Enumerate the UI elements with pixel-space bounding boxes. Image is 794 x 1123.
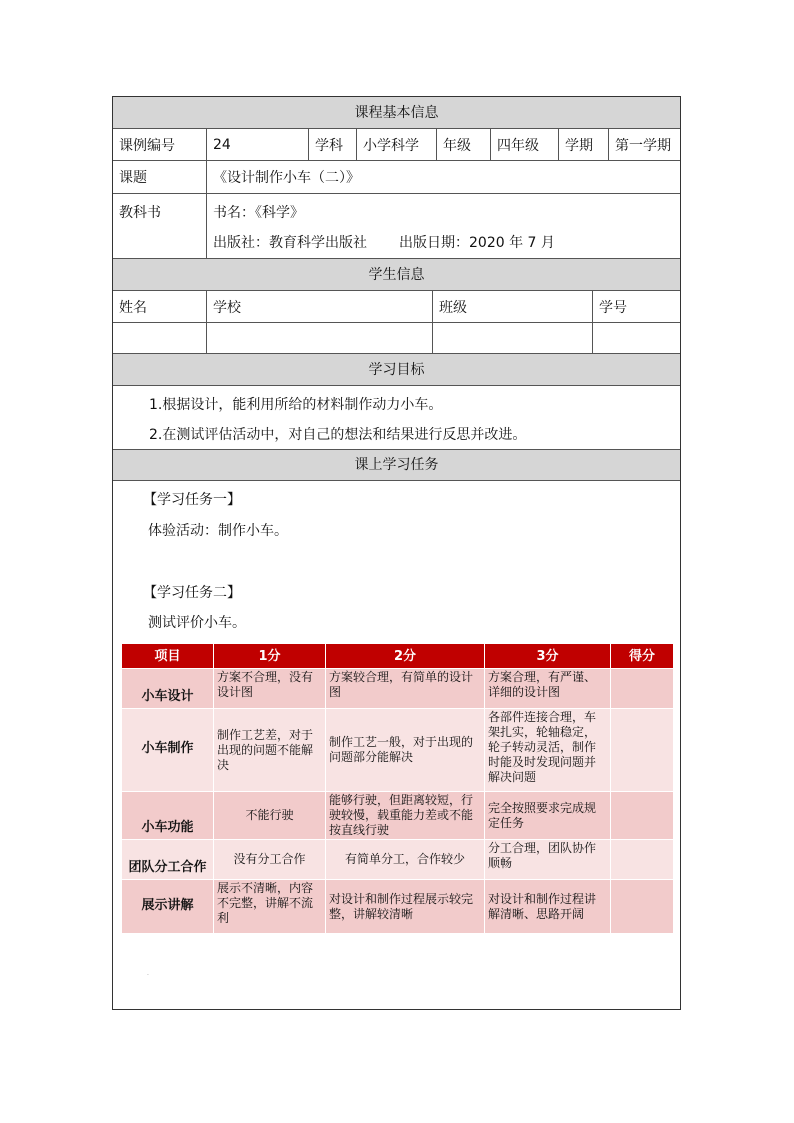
- basic-info-header: [113, 97, 680, 129]
- case-no-label: 课例编号: [113, 129, 207, 160]
- rubric-header-item: 项目: [122, 644, 214, 669]
- rubric-score-3: 各部件连接合理，车架扎实，轮轴稳定，轮子转动灵活，制作时能及时发现问题并解决问题: [485, 709, 611, 792]
- topic-row: [113, 161, 680, 194]
- subject-label: 学科: [309, 129, 357, 160]
- book-name: 书名：《科学》: [213, 205, 304, 221]
- student-info-header: [113, 259, 680, 291]
- name-label: 姓名: [113, 291, 207, 322]
- rubric-row-build: [122, 709, 674, 792]
- rubric-score-cell[interactable]: [611, 669, 674, 709]
- grade-label: 年级: [437, 129, 491, 160]
- rubric-score-cell[interactable]: [611, 709, 674, 792]
- rubric-item: 展示讲解: [122, 880, 214, 934]
- case-info-row: [113, 129, 680, 161]
- class-field[interactable]: [433, 323, 593, 353]
- rubric-item: 小车功能: [122, 792, 214, 840]
- stray-mark: .: [147, 970, 149, 977]
- rubric-header-1: 1分: [214, 644, 326, 669]
- class-label: 班级: [433, 291, 593, 322]
- goal-item-1: 1.根据设计，能利用所给的材料制作动力小车。: [149, 397, 443, 413]
- goal-item-2: 2.在测试评估活动中，对自己的想法和结果进行反思并改进。: [149, 427, 527, 443]
- rubric-row-function: [122, 792, 674, 840]
- rubric-score-1: 不能行驶: [214, 792, 326, 840]
- rubric-header-2: 2分: [326, 644, 485, 669]
- textbook-label: 教科书: [113, 194, 207, 258]
- rubric-header-score: 得分: [611, 644, 674, 669]
- id-field[interactable]: [593, 323, 682, 353]
- evaluation-rubric: [121, 643, 674, 934]
- textbook-row: [113, 194, 680, 259]
- rubric-score-1: 没有分工合作: [214, 840, 326, 880]
- rubric-score-cell[interactable]: [611, 840, 674, 880]
- rubric-score-1: 方案不合理，没有设计图: [214, 669, 326, 709]
- name-field[interactable]: [113, 323, 207, 353]
- term-label: 学期: [559, 129, 609, 160]
- grade-value: 四年级: [491, 129, 559, 160]
- rubric-header-row: [122, 644, 674, 669]
- rubric-score-2: 对设计和制作过程展示较完整，讲解较清晰: [326, 880, 485, 934]
- rubric-header-3: 3分: [485, 644, 611, 669]
- rubric-score-1: 展示不清晰，内容不完整，讲解不流利: [214, 880, 326, 934]
- lesson-worksheet: [112, 96, 681, 1010]
- basic-info-title: 课程基本信息: [354, 105, 439, 121]
- term-value: 第一学期: [615, 137, 671, 154]
- rubric-score-2: 制作工艺一般，对于出现的问题部分能解决: [326, 709, 485, 792]
- rubric-score-3: 方案合理，有严谨、详细的设计图: [485, 669, 611, 709]
- tasks-header: [113, 450, 680, 481]
- student-label-row: [113, 291, 680, 323]
- rubric-score-3: 分工合理，团队协作顺畅: [485, 840, 611, 880]
- id-label: 学号: [599, 299, 627, 316]
- goals-title: 学习目标: [368, 362, 425, 378]
- rubric-row-presentation: [122, 880, 674, 934]
- rubric-score-1: 制作工艺差，对于出现的问题不能解决: [214, 709, 326, 792]
- student-value-row: [113, 323, 680, 354]
- tasks-title: 课上学习任务: [354, 457, 439, 473]
- rubric-score-2: 有简单分工，合作较少: [326, 840, 485, 880]
- goals-header: [113, 354, 680, 386]
- task2-title: 【学习任务二】: [143, 585, 241, 601]
- task1-text: 体验活动：制作小车。: [148, 523, 288, 539]
- publisher: 出版社：教育科学出版社: [213, 235, 367, 251]
- task2-text: 测试评价小车。: [148, 615, 246, 631]
- rubric-score-cell[interactable]: [611, 880, 674, 934]
- school-label: 学校: [207, 291, 433, 322]
- student-info-title: 学生信息: [368, 267, 425, 283]
- topic-value: 《设计制作小车（二）》: [213, 170, 360, 186]
- rubric-score-2: 方案较合理，有简单的设计图: [326, 669, 485, 709]
- rubric-item: 小车设计: [122, 669, 214, 709]
- pub-date: 出版日期：2020 年 7 月: [399, 235, 555, 251]
- rubric-row-design: [122, 669, 674, 709]
- rubric-score-3: 完全按照要求完成规定任务: [485, 792, 611, 840]
- rubric-row-teamwork: [122, 840, 674, 880]
- rubric-score-cell[interactable]: [611, 792, 674, 840]
- task1-title: 【学习任务一】: [143, 492, 241, 508]
- goals-body: [113, 386, 680, 450]
- school-field[interactable]: [207, 323, 433, 353]
- rubric-score-2: 能够行驶，但距离较短，行驶较慢，载重能力差或不能按直线行驶: [326, 792, 485, 840]
- topic-label: 课题: [113, 161, 207, 193]
- rubric-item: 团队分工合作: [122, 840, 214, 880]
- rubric-score-3: 对设计和制作过程讲解清晰、思路开阔: [485, 880, 611, 934]
- subject-value: 小学科学: [357, 129, 437, 160]
- case-no-value: 24: [207, 129, 309, 160]
- rubric-item: 小车制作: [122, 709, 214, 792]
